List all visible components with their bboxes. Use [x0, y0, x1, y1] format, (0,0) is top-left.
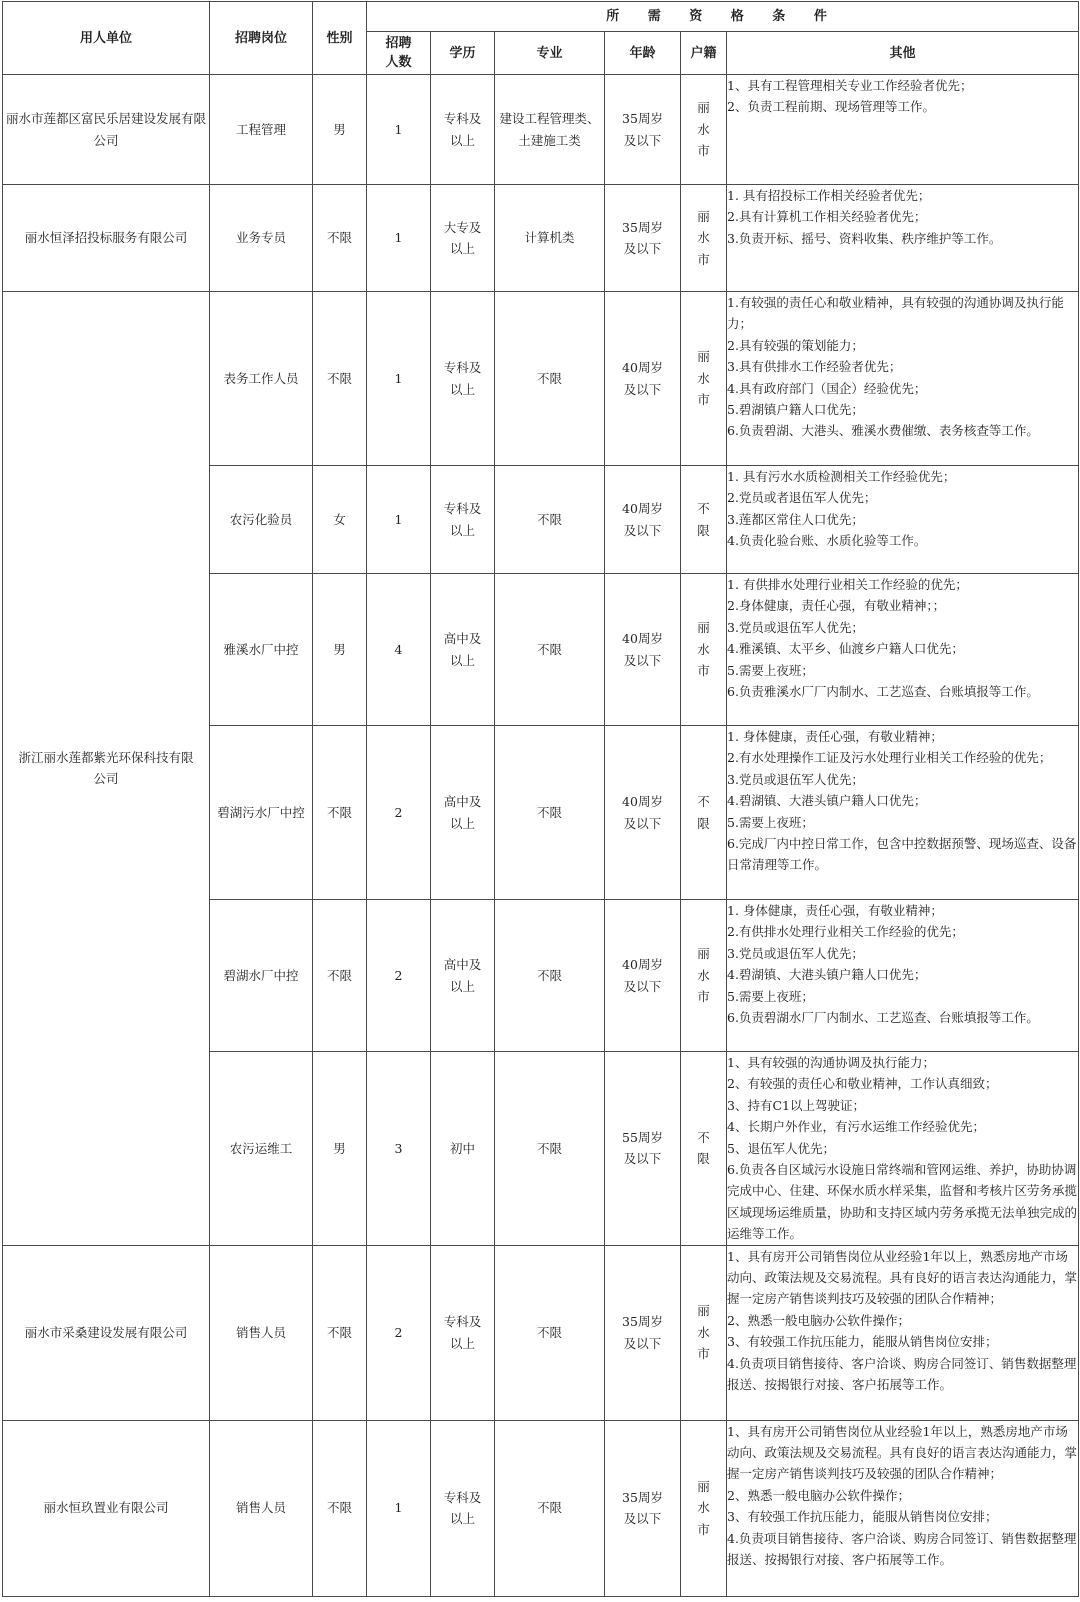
residence-cell: 不限: [681, 1052, 727, 1246]
age-cell: 35周岁及以下: [605, 1245, 681, 1420]
other-requirements-cell: [727, 1052, 1079, 1246]
requirement-item: 4.碧湖镇、大港头镇户籍人口优先；: [727, 967, 927, 983]
unit-cell: 丽水恒玖置业有限公司: [3, 1420, 210, 1596]
major-cell: 不限: [495, 292, 605, 466]
requirement-item: 2.身体健康，责任心强，有敬业精神；；: [727, 598, 946, 614]
education-cell: 高中及以上: [431, 900, 495, 1052]
education-cell: 专科及以上: [431, 1420, 495, 1596]
count-cell: 1: [367, 185, 431, 292]
age-cell: 40周岁及以下: [605, 900, 681, 1052]
age-cell: 40周岁及以下: [605, 292, 681, 466]
header-count: 招聘人数: [367, 32, 431, 75]
requirement-item: 3、持有C1以上驾驶证；: [727, 1097, 865, 1113]
requirement-item: 2.具有较强的策划能力；: [727, 337, 864, 353]
table-row: [3, 75, 1079, 185]
other-requirements-cell: [727, 292, 1079, 466]
header-age: 年龄: [605, 32, 681, 75]
education-cell: 专科及以上: [431, 292, 495, 466]
other-requirements-cell: [727, 466, 1079, 574]
requirement-item: 2.有水处理操作工证及污水处理行业相关工作经验的优先；: [727, 750, 1052, 766]
unit-cell: 浙江丽水莲都紫光环保科技有限公司: [3, 292, 210, 1246]
requirement-item: 4、长期户外作业，有污水运维工作经验优先；: [727, 1119, 985, 1135]
requirement-item: 3.党员或退伍军人优先；: [727, 619, 864, 635]
other-requirements-cell: [727, 900, 1079, 1052]
requirement-item: 4.负责项目销售接待、客户洽谈、购房合同签订、销售数据整理报送、按揭银行对接、客户拓展等工作。: [727, 1355, 1077, 1393]
count-cell: 3: [367, 1052, 431, 1246]
requirement-item: 4.负责项目销售接待、客户洽谈、购房合同签订、销售数据整理报送、按揭银行对接、客户拓展等工作。: [727, 1530, 1077, 1568]
requirement-item: 5.需要上夜班；: [727, 662, 814, 678]
gender-cell: 不限: [313, 900, 367, 1052]
education-cell: 专科及以上: [431, 75, 495, 185]
gender-cell: 不限: [313, 1245, 367, 1420]
table-row: [3, 292, 1079, 466]
major-cell: 不限: [495, 1052, 605, 1246]
education-cell: 专科及以上: [431, 466, 495, 574]
gender-cell: 男: [313, 75, 367, 185]
other-requirements-cell: [727, 185, 1079, 292]
other-requirements-cell: [727, 1245, 1079, 1420]
unit-cell: 丽水恒泽招投标服务有限公司: [3, 185, 210, 292]
header-residence: 户籍: [681, 32, 727, 75]
requirement-item: 4.碧湖镇、大港头镇户籍人口优先；: [727, 793, 927, 809]
age-cell: 35周岁及以下: [605, 185, 681, 292]
position-cell: 销售人员: [210, 1245, 313, 1420]
residence-cell: 丽水市: [681, 900, 727, 1052]
requirement-item: 3、有较强工作抗压能力，能服从销售岗位安排；: [727, 1334, 998, 1350]
requirement-item: 1、具有工程管理相关专业工作经验者优先；: [727, 78, 973, 93]
unit-cell: 丽水市采桑建设发展有限公司: [3, 1245, 210, 1420]
requirement-item: 2.有供排水处理行业相关工作经验的优先；: [727, 924, 964, 940]
count-cell: 1: [367, 1420, 431, 1596]
table-row: [3, 1245, 1079, 1420]
age-cell: 40周岁及以下: [605, 574, 681, 726]
major-cell: 建设工程管理类、土建施工类: [495, 75, 605, 185]
major-cell: 不限: [495, 466, 605, 574]
education-cell: 大专及以上: [431, 185, 495, 292]
residence-cell: 丽水市: [681, 292, 727, 466]
header-unit: 用人单位: [3, 2, 210, 75]
requirement-item: 2、有较强的责任心和敬业精神，工作认真细致；: [727, 1076, 998, 1092]
header-major: 专业: [495, 32, 605, 75]
table-row: [3, 185, 1079, 292]
residence-cell: 丽水市: [681, 1245, 727, 1420]
position-cell: 农污化验员: [210, 466, 313, 574]
residence-cell: 丽水市: [681, 75, 727, 185]
gender-cell: 不限: [313, 292, 367, 466]
requirement-item: 6.完成厂内中控日常工作，包含中控数据预警、现场巡查、设备日常清理等工作。: [727, 836, 1077, 873]
table-row: [3, 1420, 1079, 1596]
requirement-item: 3.莲都区常住人口优先；: [727, 511, 864, 527]
requirement-item: 4.负责化验台账、水质化验等工作。: [727, 533, 927, 549]
position-cell: 工程管理: [210, 75, 313, 185]
header-position: 招聘岗位: [210, 2, 313, 75]
gender-cell: 不限: [313, 726, 367, 900]
requirement-item: 5.碧湖镇户籍人口优先；: [727, 402, 864, 418]
requirement-item: 1. 身体健康，责任心强，有敬业精神；: [727, 729, 943, 744]
other-requirements-cell: [727, 574, 1079, 726]
position-cell: 农污运维工: [210, 1052, 313, 1246]
requirement-item: 2.党员或者退伍军人优先；: [727, 490, 877, 506]
residence-cell: 不限: [681, 726, 727, 900]
count-cell: 1: [367, 75, 431, 185]
unit-cell: 丽水市莲都区富民乐居建设发展有限公司: [3, 75, 210, 185]
requirement-item: 6.负责碧湖、大港头、雅溪水费催缴、表务核查等工作。: [727, 423, 1039, 439]
major-cell: 计算机类: [495, 185, 605, 292]
gender-cell: 不限: [313, 1420, 367, 1596]
education-cell: 初中: [431, 1052, 495, 1246]
requirement-item: 1. 具有污水水质检测相关工作经验优先；: [727, 469, 956, 484]
count-cell: 1: [367, 466, 431, 574]
requirement-item: 2.具有计算机工作相关经验者优先；: [727, 209, 927, 225]
position-cell: 碧湖污水厂中控: [210, 726, 313, 900]
residence-cell: 丽水市: [681, 185, 727, 292]
education-cell: 专科及以上: [431, 1245, 495, 1420]
requirement-item: 4.具有政府部门（国企）经验优先；: [727, 380, 927, 396]
age-cell: 40周岁及以下: [605, 466, 681, 574]
major-cell: 不限: [495, 726, 605, 900]
major-cell: 不限: [495, 1420, 605, 1596]
requirement-item: 1.有较强的责任心和敬业精神，具有较强的沟通协调及执行能力；: [727, 295, 1064, 332]
recruitment-table: [2, 1, 1079, 1597]
requirement-item: 2、熟悉一般电脑办公软件操作；: [727, 1487, 910, 1503]
header-education: 学历: [431, 32, 495, 75]
requirement-item: 3、有较强工作抗压能力，能服从销售岗位安排；: [727, 1509, 998, 1525]
other-requirements-cell: [727, 75, 1079, 185]
requirement-item: 6.负责雅溪水厂厂内制水、工艺巡查、台账填报等工作。: [727, 684, 1039, 700]
gender-cell: 男: [313, 1052, 367, 1246]
count-cell: 2: [367, 900, 431, 1052]
requirement-item: 5.需要上夜班；: [727, 814, 814, 830]
position-cell: 业务专员: [210, 185, 313, 292]
requirement-item: 3.党员或退伍军人优先；: [727, 771, 864, 787]
header-qualifications: 所 需 资 格 条 件: [367, 2, 1079, 32]
gender-cell: 男: [313, 574, 367, 726]
requirement-item: 1、具有房开公司销售岗位从业经验1年以上，熟悉房地产市场动向、政策法规及交易流程。具有良好的语言表达沟通能力，掌握一定房产销售谈判技巧及较强的团队合作精神；: [727, 1423, 1078, 1482]
requirement-item: 3.负责开标、摇号、资料收集、秩序维护等工作。: [727, 230, 1002, 246]
position-cell: 碧湖水厂中控: [210, 900, 313, 1052]
requirement-item: 1. 身体健康，责任心强，有敬业精神；: [727, 903, 943, 918]
count-cell: 4: [367, 574, 431, 726]
requirement-item: 4.雅溪镇、太平乡、仙渡乡户籍人口优先；: [727, 641, 964, 657]
count-cell: 1: [367, 292, 431, 466]
other-requirements-cell: [727, 726, 1079, 900]
requirement-item: 2、负责工程前期、现场管理等工作。: [727, 99, 935, 115]
major-cell: 不限: [495, 900, 605, 1052]
position-cell: 表务工作人员: [210, 292, 313, 466]
requirement-item: 2、熟悉一般电脑办公软件操作；: [727, 1312, 910, 1328]
position-cell: 销售人员: [210, 1420, 313, 1596]
other-requirements-cell: [727, 1420, 1079, 1596]
residence-cell: 丽水市: [681, 1420, 727, 1596]
requirement-item: 5、退伍军人优先；: [727, 1140, 835, 1156]
age-cell: 55周岁及以下: [605, 1052, 681, 1246]
gender-cell: 不限: [313, 185, 367, 292]
requirement-item: 1. 有供排水处理行业相关工作经验的优先；: [727, 577, 968, 592]
requirement-item: 1、具有房开公司销售岗位从业经验1年以上，熟悉房地产市场动向、政策法规及交易流程。具有良好的语言表达沟通能力，掌握一定房产销售谈判技巧及较强的团队合作精神；: [727, 1248, 1078, 1307]
header-gender: 性别: [313, 2, 367, 75]
education-cell: 高中及以上: [431, 574, 495, 726]
requirement-item: 1. 具有招投标工作相关经验者优先；: [727, 188, 931, 203]
requirement-item: 6.负责碧湖水厂厂内制水、工艺巡查、台账填报等工作。: [727, 1010, 1039, 1026]
age-cell: 35周岁及以下: [605, 1420, 681, 1596]
requirement-item: 5.需要上夜班；: [727, 988, 814, 1004]
residence-cell: 丽水市: [681, 574, 727, 726]
requirement-item: 6.负责各自区域污水设施日常终端和管网运维、养护，协助协调完成中心、住建、环保水质水样采集，监督和考核片区劳务承揽区域现场运维质量，协助和支持区域内劳务承揽无法单独完成的运维等工作。: [727, 1162, 1078, 1242]
age-cell: 35周岁及以下: [605, 75, 681, 185]
education-cell: 高中及以上: [431, 726, 495, 900]
position-cell: 雅溪水厂中控: [210, 574, 313, 726]
age-cell: 40周岁及以下: [605, 726, 681, 900]
major-cell: 不限: [495, 574, 605, 726]
gender-cell: 女: [313, 466, 367, 574]
header-other: 其他: [727, 32, 1079, 75]
major-cell: 不限: [495, 1245, 605, 1420]
count-cell: 2: [367, 1245, 431, 1420]
count-cell: 2: [367, 726, 431, 900]
residence-cell: 不限: [681, 466, 727, 574]
requirement-item: 3.党员或退伍军人优先；: [727, 945, 864, 961]
requirement-item: 1、具有较强的沟通协调及执行能力；: [727, 1055, 935, 1070]
requirement-item: 3.具有供排水工作经验者优先；: [727, 359, 902, 375]
